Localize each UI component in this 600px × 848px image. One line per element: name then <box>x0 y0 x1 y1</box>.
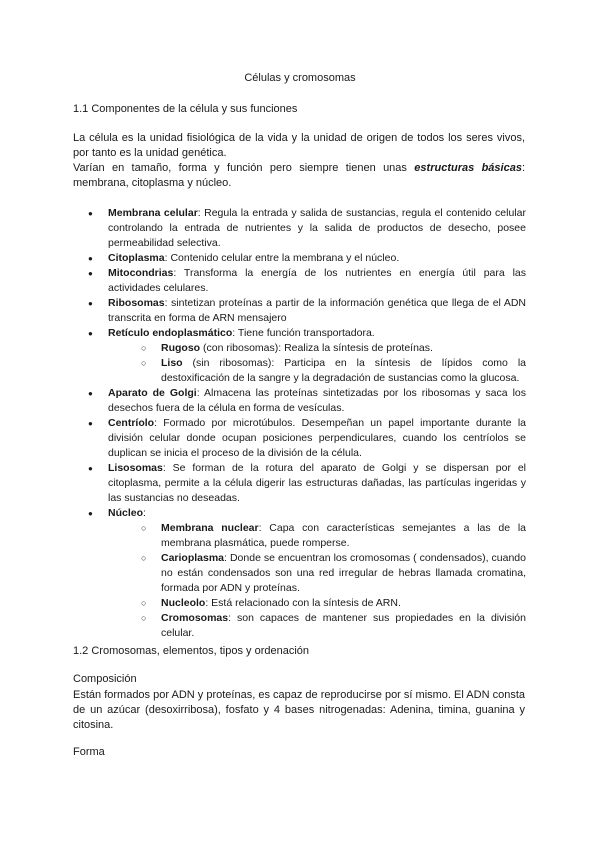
list-item <box>90 416 526 461</box>
list-item <box>90 386 526 416</box>
term: Aparato de Golgi <box>108 387 197 399</box>
sublist-item <box>143 596 526 611</box>
description: : Está relacionado con la síntesis de ARN. <box>205 597 401 609</box>
list-item <box>90 296 526 326</box>
list-item <box>90 326 526 386</box>
list-item <box>90 461 526 506</box>
list-item <box>90 506 526 641</box>
term: Rugoso <box>161 342 201 354</box>
subheading-composicion: Composición <box>73 673 137 685</box>
term: Cromosomas <box>161 612 229 624</box>
subheading-forma: Forma <box>73 746 105 758</box>
list-item <box>90 251 526 266</box>
term: Citoplasma <box>108 252 165 264</box>
intro-paragraph <box>73 131 525 191</box>
term: Nucleolo <box>161 597 206 609</box>
term: Carioplasma <box>161 552 225 564</box>
description: : sintetizan proteínas a partir de la información genética que llega de el ADN transcrita en forma de ARN mensajero <box>108 297 526 324</box>
description: : Almacena las proteínas sintetizadas por los ribosomas y saca los desechos fuera de la célula en forma de vesículas. <box>108 387 526 414</box>
term: Lisosomas <box>108 462 163 474</box>
term: Ribosomas <box>108 297 165 309</box>
description: : Contenido celular entre la membrana y el núcleo. <box>164 252 400 264</box>
description: : Se forman de la rotura del aparato de Golgi y se dispersan por el citoplasma, permite a la célula digerir las estructuras dañadas, las partículas ingeridas y las sustancias no deseadas. <box>108 462 526 504</box>
description: : son capaces de mantener sus propiedades en la división celular. <box>161 612 526 639</box>
description: : <box>143 507 146 519</box>
composicion-paragraph: Están formados por ADN y proteínas, es capaz de reproducirse por sí mismo. El ADN consta de un azúcar (desoxirribosa), fosfato y 4 bases nitrogenadas: Adenina, timina, guanina y citosina. <box>73 689 525 731</box>
sublist-item <box>143 611 526 641</box>
list-item <box>90 266 526 296</box>
sublist-item <box>143 356 526 386</box>
sublist-item <box>143 521 526 551</box>
section-heading-1-1: 1.1 Componentes de la célula y sus funciones <box>73 103 298 115</box>
description: (con ribosomas): Realiza la síntesis de proteínas. <box>200 342 433 354</box>
document-title: Células y cromosomas <box>244 72 356 84</box>
description: : Transforma la energía de los nutrientes en energía útil para las actividades celulares. <box>108 267 526 294</box>
description: : Capa con características semejantes a las de la membrana plasmática, puede romperse. <box>161 522 526 549</box>
intro-text-2-emph: estructuras básicas <box>414 162 522 174</box>
intro-text-2-pre: Varían en tamaño, forma y función pero siempre tienen unas <box>73 162 415 174</box>
term: Centríolo <box>108 417 155 429</box>
description: (sin ribosomas): Participa en la síntesis de lípidos como la destoxificación de la sangre y la degradación de sustancias como la glucosa. <box>161 357 526 384</box>
sublist <box>108 341 526 386</box>
intro-text-1: La célula es la unidad fisiológica de la vida y la unidad de origen de todos los seres vivos, por tanto es la unidad genética. <box>73 132 525 159</box>
description: : Formado por microtúbulos. Desempeñan un papel importante durante la división celular donde ocupan posiciones perpendiculares, cuando los centríolos se duplican se inicia el proceso de la división de la célula. <box>108 417 526 459</box>
term: Núcleo <box>108 507 144 519</box>
description: : Regula la entrada y salida de sustancias, regula el contenido celular controlando la entrada de nutrientes y la salida de productos de desecho, posee permeabilidad selectiva. <box>108 207 526 249</box>
description: : Donde se encuentran los cromosomas ( condensados), cuando no están condensados son una red irregular de hebras llamada cromatina, formada por ADN y proteínas. <box>161 552 526 594</box>
list-item <box>90 206 526 251</box>
term: Membrana celular <box>108 207 198 219</box>
sublist-item <box>143 341 526 356</box>
sublist <box>108 521 526 641</box>
term: Membrana nuclear <box>161 522 259 534</box>
sublist-item <box>143 551 526 596</box>
term: Liso <box>161 357 183 369</box>
description: : Tiene función transportadora. <box>232 327 375 339</box>
cell-components-list <box>90 206 526 641</box>
term: Mitocondrias <box>108 267 174 279</box>
term: Retículo endoplasmático <box>108 327 233 339</box>
section-heading-1-2: 1.2 Cromosomas, elementos, tipos y ordenación <box>73 645 310 657</box>
intro-text-2-post: : membrana, citoplasma y núcleo. <box>73 162 526 189</box>
